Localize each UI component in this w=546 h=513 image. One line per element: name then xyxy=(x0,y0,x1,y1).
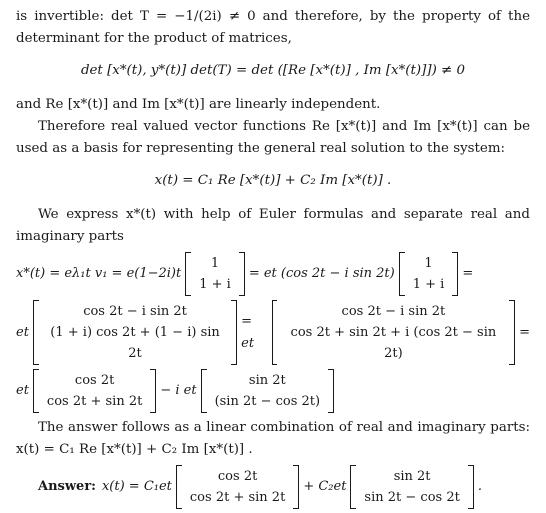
paragraph-answer-intro: The answer follows as a linear combination of real and imaginary parts: x(t) = C₁ Re [x*(t)] + C₂ Im [x*(t)] . xyxy=(16,420,530,457)
answer-lhs: x(t) = C₁et xyxy=(101,479,172,494)
row1-mid: = et (cos 2t − i sin 2t) xyxy=(248,266,395,281)
vector-entry: cos 2t − i sin 2t xyxy=(341,304,446,319)
paragraph-invertible: is invertible: det T = −1/(2i) ≠ 0 and therefore, by the property of the determinant for the product of matrices, xyxy=(16,9,530,46)
row3-vector-2 xyxy=(201,369,335,413)
equation-row-2 xyxy=(16,300,530,365)
vector-entry: cos 2t + sin 2t + i (cos 2t − sin 2t) xyxy=(290,325,497,361)
paragraph-euler: We express x*(t) with help of Euler formulas and separate real and imaginary parts xyxy=(16,207,530,244)
answer-mid: + C₂et xyxy=(303,479,347,494)
answer-vector-1 xyxy=(176,465,299,509)
vector-entry: (sin 2t − cos 2t) xyxy=(214,394,321,409)
answer-vector-2 xyxy=(350,465,473,509)
row1-vector-1 xyxy=(185,252,245,296)
vector-entry: 1 + i xyxy=(199,277,231,292)
row3-mid: − i et xyxy=(160,383,197,398)
answer-row xyxy=(38,465,530,509)
row2-vector-2 xyxy=(272,300,515,365)
vector-entry: cos 2t + sin 2t xyxy=(189,490,286,505)
answer-end: . xyxy=(477,479,482,494)
vector-entry: cos 2t + sin 2t xyxy=(46,394,143,409)
vector-entry: sin 2t xyxy=(393,469,431,484)
vector-entry: cos 2t xyxy=(217,469,258,484)
paragraph-basis: Therefore real valued vector functions Re [x*(t)] and Im [x*(t)] can be used as a basis for representing the general real solution to the system: xyxy=(16,119,530,156)
row3-pre: et xyxy=(16,383,29,398)
paragraph-independent: and Re [x*(t)] and Im [x*(t)] are linearly independent. xyxy=(16,97,381,112)
vector-entry: sin 2t xyxy=(248,373,286,388)
vector-entry: sin 2t − cos 2t xyxy=(364,490,460,505)
equation-row-1 xyxy=(16,252,530,296)
vector-entry: 1 + i xyxy=(412,277,445,292)
paper-page xyxy=(16,6,530,513)
vector-entry: 1 xyxy=(424,256,433,271)
row3-vector-1 xyxy=(33,369,156,413)
row2-pre: et xyxy=(16,324,29,340)
row2-end: = xyxy=(519,324,530,340)
vector-entry: cos 2t xyxy=(74,373,115,388)
row2-vector-1 xyxy=(33,300,237,365)
equation-general-solution: x(t) = C₁ Re [x*(t)] + C₂ Im [x*(t)] . xyxy=(154,173,392,188)
equation-determinant: det [x*(t), y*(t)] det(T) = det ([Re [x*(t)] , Im [x*(t)]]) ≠ 0 xyxy=(80,63,466,78)
vector-entry: (1 + i) cos 2t + (1 − i) sin 2t xyxy=(50,325,220,361)
equation-row-3 xyxy=(16,369,530,413)
row2-mid: = et xyxy=(241,313,255,351)
vector-entry: 1 xyxy=(210,256,220,271)
vector-entry: cos 2t − i sin 2t xyxy=(83,304,187,319)
row1-end: = xyxy=(462,266,474,281)
answer-label: Answer: xyxy=(38,479,96,494)
row1-vector-2 xyxy=(399,252,459,296)
row1-lhs: x*(t) = eλ₁t v₁ = e(1−2i)t xyxy=(16,266,182,281)
